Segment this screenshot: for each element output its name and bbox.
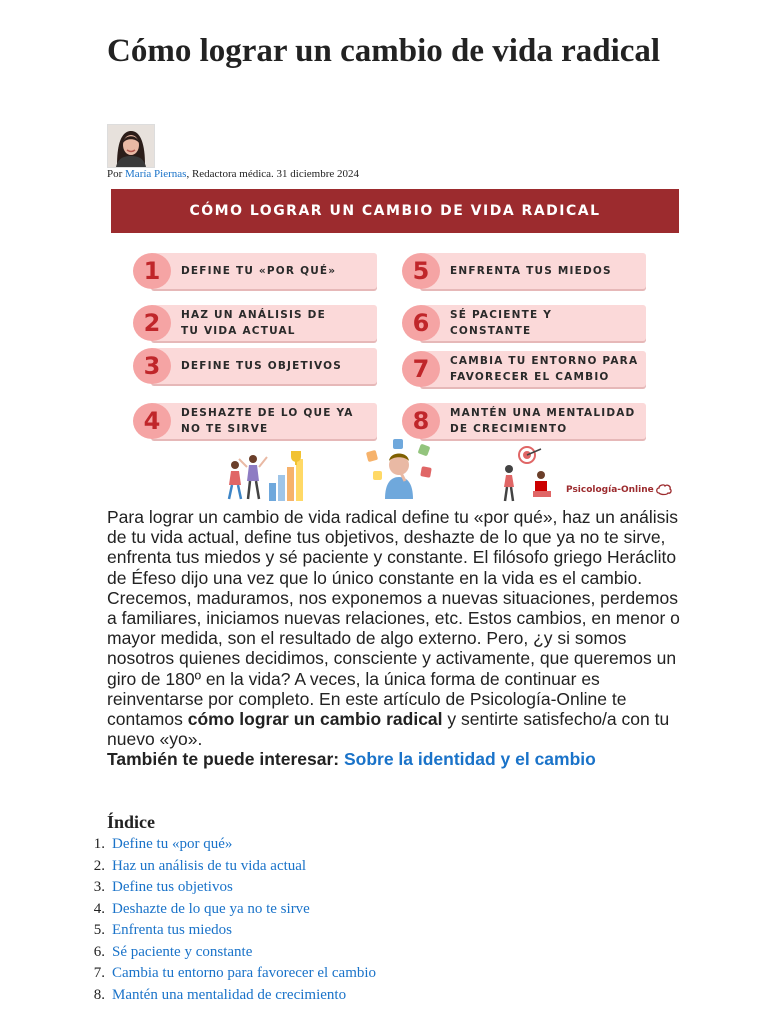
step-number: 8 [402,403,440,439]
step-box [151,348,377,384]
step-box [420,305,646,341]
step-text: DESHAZTE DE LO QUE YA NO TE SIRVE [181,407,354,435]
toc-item-number: 2. [93,857,105,874]
step-text: MANTÉN UNA MENTALIDAD DE CRECIMIENTO [450,407,636,435]
toc-heading: Índice [107,812,156,832]
byline [107,167,359,181]
toc-link[interactable]: Haz un análisis de tu vida actual [112,857,307,874]
author-link[interactable]: María Piernas [125,168,187,180]
step-box [151,305,377,341]
brand-name: Psicología-Online [566,485,654,495]
toc-item-number: 7. [93,965,105,981]
brain-icon [656,484,672,496]
byline-prefix: Por [107,168,126,180]
toc-item-number: 8. [93,986,105,1003]
step-number: 1 [133,253,171,289]
thinking-person-illustration [363,437,435,499]
toc-link[interactable]: Cambia tu entorno para favorecer el cambio [112,965,377,981]
toc-item-number: 5. [93,922,105,938]
paragraph-text: Crecemos, maduramos, nos exponemos a nuevas situaciones, perdemos a familiares, iniciamos nuevas relaciones, etc. Estos cambios, en menor o mayor medida, son el resultado de algo externo. Pero, ¿y si somos nosotros quienes decidimos, consciente y activamente, que queremos un giro de 180º en la vida? A veces, la única forma de continuar es reinventarse por completo. En este artículo de Psicología-Online te contamos [107,587,680,730]
step-text: SÉ PACIENTE Y CONSTANTE [450,309,553,337]
toc-item-number: 3. [93,879,105,895]
toc-link[interactable]: Define tu «por qué» [112,836,233,852]
toc-link[interactable]: Sé paciente y constante [112,943,253,960]
toc-link[interactable]: Mantén una mentalidad de crecimiento [112,986,347,1003]
step-text: DEFINE TU «POR QUÉ» [181,265,337,277]
second-paragraph [107,588,682,750]
step-box [151,253,377,289]
step-number: 5 [402,253,440,289]
step-box [420,403,646,439]
team-growth-illustration [221,445,311,503]
toc-item-number: 1. [93,836,105,852]
intro-paragraph: Para lograr un cambio de vida radical define tu «por qué», haz un análisis de tu vida actual, define tus objetivos, deshazte de lo que ya no te sirve, enfrenta tus miedos y sé paciente y constante. El filósofo griego Heráclito de Éfeso dijo una vez que lo único constante en la vida es el cambio. [107,507,679,588]
byline-role-date: , Redactora médica. 31 diciembre 2024 [186,168,360,180]
brand-logo [566,484,672,496]
paragraph-bold-text: cómo lograr un cambio radical [187,709,443,730]
step-text: ENFRENTA TUS MIEDOS [450,265,612,277]
step-number: 4 [133,403,171,439]
step-text: CAMBIA TU ENTORNO PARA FAVORECER EL CAMBIO [450,355,639,383]
step-number: 7 [402,351,440,387]
step-box [151,403,377,439]
toc-item-number: 4. [93,900,105,917]
related-link[interactable]: Sobre la identidad y el cambio [343,749,596,770]
author-avatar[interactable] [107,124,155,168]
related-article [107,749,682,769]
toc-item-number: 6. [93,943,105,960]
step-box [420,351,646,387]
toc-link[interactable]: Define tus objetivos [112,879,233,895]
step-number: 2 [133,305,171,341]
infographic-header: CÓMO LOGRAR UN CAMBIO DE VIDA RADICAL [111,189,679,233]
step-number: 3 [133,348,171,384]
article-title: Cómo lograr un cambio de vida radical [107,33,661,69]
step-text: HAZ UN ANÁLISIS DE TU VIDA ACTUAL [181,309,326,337]
related-label: También te puede interesar: [107,749,344,770]
toc-link[interactable]: Enfrenta tus miedos [112,922,232,938]
paragraph-text-end: y sentirte satisfecho/a con tu nuevo «yo». [107,709,670,750]
step-number: 6 [402,305,440,341]
step-text: DEFINE TUS OBJETIVOS [181,360,342,372]
goal-target-illustration [497,445,557,503]
toc-link[interactable]: Deshazte de lo que ya no te sirve [112,900,310,917]
article-body [107,507,682,770]
infographic [111,187,679,507]
step-box [420,253,646,289]
